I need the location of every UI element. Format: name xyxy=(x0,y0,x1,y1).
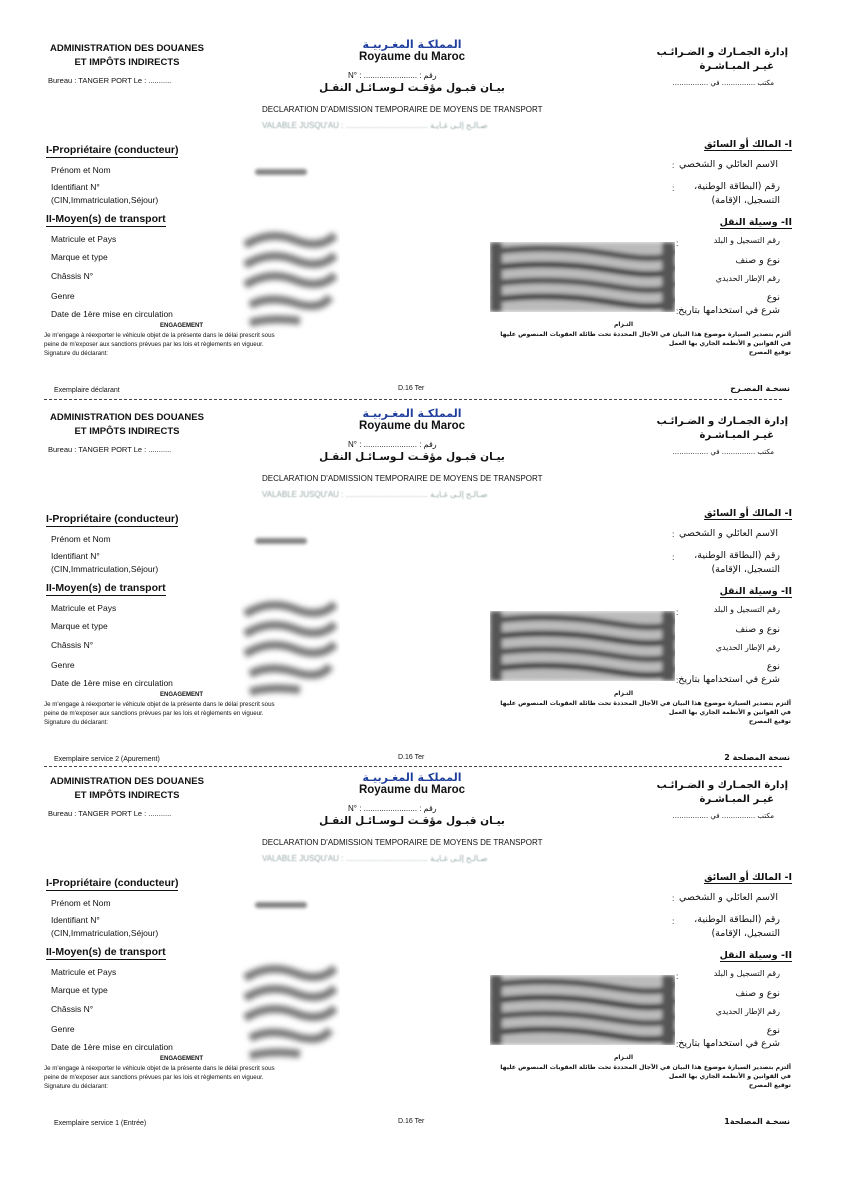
section-owner-title-ar: I- المالك أو السائق xyxy=(704,508,792,519)
genre-label-ar: نوع xyxy=(766,661,780,672)
royaume-arabic: المملكـة المغـربيـة xyxy=(362,771,462,784)
section-owner-title: I-Propriétaire (conducteur) xyxy=(46,877,179,889)
redacted-vehicle-details xyxy=(240,225,340,330)
identifiant-sub-label: (CIN,Immatriculation,Séjour) xyxy=(51,928,159,938)
engagement-text-ar: ألتزم بتصدير السيارة موضوع هذا البيان في الآجال المحددة تحت طائلة العقوبات المنصوص عليها في القوانين و الأنظمة الجاري بها العمل توقيع المصرح xyxy=(500,1064,791,1089)
engagement-title: ENGAGEMENT xyxy=(160,692,204,698)
identifiant-label: Identifiant N° xyxy=(51,551,100,561)
section-owner-title-ar: I- المالك أو السائق xyxy=(704,872,792,883)
identifiant-label-ar: رقم (البطاقة الوطنية، xyxy=(694,550,780,561)
engagement-title-ar: التـزام xyxy=(614,690,633,697)
section-owner-title: I-Propriétaire (conducteur) xyxy=(46,513,179,525)
date-circulation-label: Date de 1ère mise en circulation xyxy=(51,1042,173,1052)
footer-copy-label: Exemplaire service 2 (Apurement) xyxy=(54,756,160,763)
royaume-french: Royaume du Maroc xyxy=(358,51,466,63)
matricule-label-ar: رقم التسجيل و البلد xyxy=(713,236,780,245)
section-transport-title: II-Moyen(s) de transport xyxy=(46,213,166,225)
matricule-label: Matricule et Pays xyxy=(51,603,117,613)
chassis-label-ar: رقم الإطار الحديدي xyxy=(715,1007,780,1016)
identifiant-label-ar: رقم (البطاقة الوطنية، xyxy=(694,914,780,925)
admin-line-2: ET IMPÔTS INDIRECTS xyxy=(74,790,180,801)
identifiant-sub-label: (CIN,Immatriculation,Séjour) xyxy=(51,195,159,205)
numero-field: N° : ........................ : رقم xyxy=(348,440,437,449)
section-owner-title: I-Propriétaire (conducteur) xyxy=(46,144,179,156)
admin-name-ar-2: غيـر المبـاشـرة xyxy=(699,61,774,72)
marque-label-ar: نوع و صنف xyxy=(735,988,780,999)
prenom-label: Prénom et Nom xyxy=(51,898,111,908)
prenom-label: Prénom et Nom xyxy=(51,534,111,544)
admin-name-ar-1: إدارة الجمـارك و الضـرائـب xyxy=(656,780,788,791)
admin-name-ar-1: إدارة الجمـارك و الضـرائـب xyxy=(656,416,788,427)
admin-name-ar-2: غيـر المبـاشـرة xyxy=(699,794,774,805)
cut-line xyxy=(44,766,782,767)
matricule-label-ar: رقم التسجيل و البلد xyxy=(713,969,780,978)
genre-label: Genre xyxy=(51,1024,75,1034)
section-transport-title: II-Moyen(s) de transport xyxy=(46,582,166,594)
date-circulation-label-ar: شرع في استخدامها بتاريخ xyxy=(678,1038,780,1049)
valable-field: VALABLE JUSQU'AU : ..................................... صـالـح إلـى غـايـة xyxy=(262,121,488,130)
redacted-name xyxy=(255,902,307,908)
admin-line-1: ADMINISTRATION DES DOUANES xyxy=(50,412,204,423)
section-transport-title-ar: II- وسيلة النقل xyxy=(719,586,792,597)
bureau-field: Bureau : TANGER PORT Le : ........... xyxy=(48,809,172,818)
royaume-arabic: المملكـة المغـربيـة xyxy=(362,407,462,420)
section-owner-title-ar: I- المالك أو السائق xyxy=(704,139,792,150)
engagement-text: Je m'engage à réexporter le véhicule objet de la présente dans le délai prescrit sous peine de m'exposer aux sanctions prévues par les lois et règlements en vigueur. Signature du déclarant: xyxy=(44,332,275,357)
valable-field: VALABLE JUSQU'AU : ..................................... صـالـح إلـى غـايـة xyxy=(262,490,488,499)
admin-name-fr xyxy=(27,775,227,803)
identifiant-sub-label-ar: التسجيل، الإقامة) xyxy=(711,928,780,939)
chassis-label: Châssis N° xyxy=(51,271,94,281)
engagement-title-ar: التـزام xyxy=(614,1054,633,1061)
marque-label-ar: نوع و صنف xyxy=(735,255,780,266)
matricule-label: Matricule et Pays xyxy=(51,967,117,977)
numero-field: N° : ........................ : رقم xyxy=(348,71,437,80)
redacted-arabic-details xyxy=(490,242,675,312)
declaration-title-ar: بيـان قبـول مؤقـت لـوسـائـل النقـل xyxy=(319,451,505,463)
marque-label: Marque et type xyxy=(51,252,108,262)
valable-field: VALABLE JUSQU'AU : ..................................... صـالـح إلـى غـايـة xyxy=(262,854,488,863)
declaration-title-ar: بيـان قبـول مؤقـت لـوسـائـل النقـل xyxy=(319,815,505,827)
cut-line xyxy=(44,399,782,400)
footer-form-code: D.16 Ter xyxy=(398,1118,425,1125)
engagement-title: ENGAGEMENT xyxy=(160,1056,204,1062)
section-transport-title: II-Moyen(s) de transport xyxy=(46,946,166,958)
admin-name-fr xyxy=(27,411,227,439)
numero-field: N° : ........................ : رقم xyxy=(348,804,437,813)
genre-label: Genre xyxy=(51,291,75,301)
admin-name-ar-1: إدارة الجمـارك و الضـرائـب xyxy=(656,47,788,58)
admin-line-1: ADMINISTRATION DES DOUANES xyxy=(50,43,204,54)
identifiant-sub-label-ar: التسجيل، الإقامة) xyxy=(711,195,780,206)
footer-form-code: D.16 Ter xyxy=(398,754,425,761)
redacted-name xyxy=(255,169,307,175)
date-circulation-label-ar: شرع في استخدامها بتاريخ xyxy=(678,305,780,316)
footer-copy-label-ar: نسخـة المصلحة1 xyxy=(724,1117,790,1126)
declaration-title-ar: بيـان قبـول مؤقـت لـوسـائـل النقـل xyxy=(319,82,505,94)
genre-label-ar: نوع xyxy=(766,1025,780,1036)
admin-line-1: ADMINISTRATION DES DOUANES xyxy=(50,776,204,787)
identifiant-label-ar: رقم (البطاقة الوطنية، xyxy=(694,181,780,192)
prenom-label: Prénom et Nom xyxy=(51,165,111,175)
chassis-label-ar: رقم الإطار الحديدي xyxy=(715,274,780,283)
declaration-title-fr: DECLARATION D'ADMISSION TEMPORAIRE DE MOYENS DE TRANSPORT xyxy=(262,838,543,847)
admin-name-ar-2: غيـر المبـاشـرة xyxy=(699,430,774,441)
genre-label-ar: نوع xyxy=(766,292,780,303)
engagement-text-ar: ألتزم بتصدير السيارة موضوع هذا البيان في الآجال المحددة تحت طائلة العقوبات المنصوص عليها في القوانين و الأنظمة الجاري بها العمل توقيع المصرح xyxy=(500,331,791,356)
royaume-french: Royaume du Maroc xyxy=(358,784,466,796)
identifiant-label: Identifiant N° xyxy=(51,182,100,192)
chassis-label: Châssis N° xyxy=(51,1004,94,1014)
bureau-field-ar: مكتب ............... في ................ xyxy=(672,448,774,456)
footer-copy-label: Exemplaire déclarant xyxy=(54,387,120,394)
redacted-vehicle-details xyxy=(240,958,340,1063)
identifiant-sub-label-ar: التسجيل، الإقامة) xyxy=(711,564,780,575)
identifiant-label: Identifiant N° xyxy=(51,915,100,925)
matricule-label: Matricule et Pays xyxy=(51,234,117,244)
prenom-label-ar: الاسم العائلي و الشخصي xyxy=(678,159,778,170)
chassis-label: Châssis N° xyxy=(51,640,94,650)
marque-label: Marque et type xyxy=(51,621,108,631)
date-circulation-label: Date de 1ère mise en circulation xyxy=(51,678,173,688)
footer-copy-label-ar: نسخة المصلحة 2 xyxy=(724,753,790,762)
redacted-arabic-details xyxy=(490,611,675,681)
bureau-field-ar: مكتب ............... في ................ xyxy=(672,79,774,87)
engagement-text: Je m'engage à réexporter le véhicule objet de la présente dans le délai prescrit sous peine de m'exposer aux sanctions prévues par les lois et règlements en vigueur. Signature du déclarant: xyxy=(44,701,275,726)
admin-line-2: ET IMPÔTS INDIRECTS xyxy=(74,426,180,437)
prenom-label-ar: الاسم العائلي و الشخصي xyxy=(678,528,778,539)
engagement-text-ar: ألتزم بتصدير السيارة موضوع هذا البيان في الآجال المحددة تحت طائلة العقوبات المنصوص عليها في القوانين و الأنظمة الجاري بها العمل توقيع المصرح xyxy=(500,700,791,725)
engagement-title: ENGAGEMENT xyxy=(160,323,204,329)
section-transport-title-ar: II- وسيلة النقل xyxy=(719,217,792,228)
genre-label: Genre xyxy=(51,660,75,670)
redacted-vehicle-details xyxy=(240,594,340,699)
engagement-title-ar: التـزام xyxy=(614,321,633,328)
bureau-field-ar: مكتب ............... في ................ xyxy=(672,812,774,820)
bureau-field: Bureau : TANGER PORT Le : ........... xyxy=(48,445,172,454)
identifiant-sub-label: (CIN,Immatriculation,Séjour) xyxy=(51,564,159,574)
date-circulation-label: Date de 1ère mise en circulation xyxy=(51,309,173,319)
engagement-text: Je m'engage à réexporter le véhicule objet de la présente dans le délai prescrit sous peine de m'exposer aux sanctions prévues par les lois et règlements en vigueur. Signature du déclarant: xyxy=(44,1065,275,1090)
bureau-field: Bureau : TANGER PORT Le : ........... xyxy=(48,76,172,85)
royaume-arabic: المملكـة المغـربيـة xyxy=(362,38,462,51)
admin-name-fr xyxy=(27,42,227,70)
redacted-name xyxy=(255,538,307,544)
prenom-label-ar: الاسم العائلي و الشخصي xyxy=(678,892,778,903)
marque-label-ar: نوع و صنف xyxy=(735,624,780,635)
declaration-title-fr: DECLARATION D'ADMISSION TEMPORAIRE DE MOYENS DE TRANSPORT xyxy=(262,474,543,483)
section-transport-title-ar: II- وسيلة النقل xyxy=(719,950,792,961)
footer-form-code: D.16 Ter xyxy=(398,385,425,392)
matricule-label-ar: رقم التسجيل و البلد xyxy=(713,605,780,614)
date-circulation-label-ar: شرع في استخدامها بتاريخ xyxy=(678,674,780,685)
footer-copy-label-ar: نسخـة المصـرح xyxy=(730,384,790,393)
redacted-arabic-details xyxy=(490,975,675,1045)
declaration-title-fr: DECLARATION D'ADMISSION TEMPORAIRE DE MOYENS DE TRANSPORT xyxy=(262,105,543,114)
chassis-label-ar: رقم الإطار الحديدي xyxy=(715,643,780,652)
marque-label: Marque et type xyxy=(51,985,108,995)
royaume-french: Royaume du Maroc xyxy=(358,420,466,432)
footer-copy-label: Exemplaire service 1 (Entrée) xyxy=(54,1120,147,1127)
admin-line-2: ET IMPÔTS INDIRECTS xyxy=(74,57,180,68)
